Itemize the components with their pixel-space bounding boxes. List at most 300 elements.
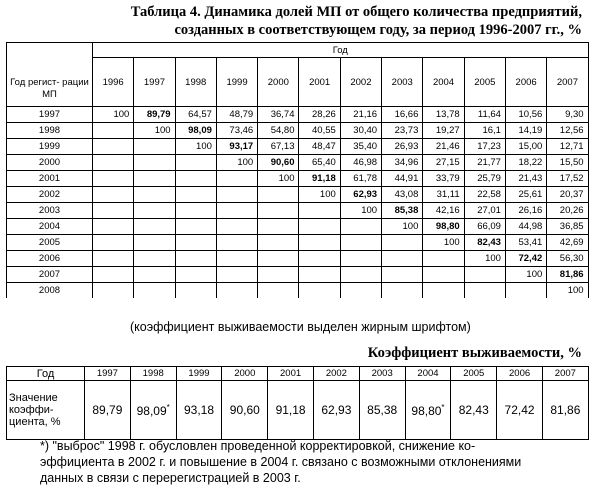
cell-value: 22,58	[477, 189, 501, 200]
footnote-mark: *	[441, 402, 445, 412]
table-cell	[505, 203, 546, 219]
cell-value: 30,40	[353, 125, 378, 136]
table-cell	[134, 107, 175, 123]
table-row	[7, 171, 589, 187]
cell-value: 21,16	[353, 109, 378, 120]
table-cell	[382, 123, 423, 139]
table-cell	[93, 219, 134, 235]
table-cell	[258, 171, 299, 187]
survival-year: 1997	[85, 367, 131, 381]
table-cell	[464, 107, 505, 123]
survival-value-cell	[497, 381, 543, 440]
table-cell	[340, 107, 381, 123]
cell-value: 16,1	[482, 125, 501, 136]
cell-value: 18,22	[518, 157, 543, 168]
footnote-line-1: *) "выброс" 1998 г. обусловлен проведенной корректировкой, снижение ко-	[40, 439, 476, 453]
table-cell	[464, 187, 505, 203]
table-cell	[423, 283, 464, 299]
table-cell	[175, 123, 216, 139]
cell-value: 61,78	[353, 173, 378, 184]
column-header: 2003	[382, 58, 423, 107]
cell-value: 20,37	[559, 189, 584, 200]
cell-value: 23,73	[394, 125, 419, 136]
table-cell	[464, 123, 505, 139]
cell-value: 44,98	[518, 221, 543, 232]
cell-value: 100	[485, 253, 501, 264]
footnote-line-2: эффициента в 2002 г. и повышение в 2004 г. связано с возможными отклонениями	[40, 455, 522, 469]
column-header: 1999	[216, 58, 257, 107]
column-header: 2007	[547, 58, 588, 107]
table-cell	[134, 235, 175, 251]
table-row	[7, 107, 589, 123]
table-cell	[340, 139, 381, 155]
table-cell	[505, 123, 546, 139]
table-cell	[134, 187, 175, 203]
cell-value: 21,46	[435, 141, 460, 152]
table-cell	[216, 219, 257, 235]
table-cell	[216, 267, 257, 283]
table-cell	[299, 235, 340, 251]
column-header: 2005	[464, 58, 505, 107]
table-cell	[505, 171, 546, 187]
table-cell	[134, 219, 175, 235]
row-year: 2002	[7, 187, 93, 203]
row-year: 2006	[7, 251, 93, 267]
table-cell	[258, 219, 299, 235]
survival-value-cell	[542, 381, 588, 440]
survival-value-cell	[313, 381, 359, 440]
corner-label: Год регист- рации МП	[7, 43, 93, 107]
survival-value: 93,18	[183, 403, 214, 417]
survival-value-cell	[405, 381, 451, 440]
table-cell	[547, 235, 588, 251]
survival-year: 2003	[359, 367, 405, 381]
cell-value: 36,85	[559, 221, 584, 232]
survival-year: 1999	[176, 367, 222, 381]
group-header: Год	[93, 43, 589, 58]
cell-value: 67,13	[270, 141, 295, 152]
table-cell	[382, 219, 423, 235]
cell-value: 73,46	[229, 125, 254, 136]
table-cell	[382, 235, 423, 251]
cell-value: 100	[154, 125, 171, 136]
table-cell	[216, 235, 257, 251]
table-cell	[299, 203, 340, 219]
table-cell	[382, 155, 423, 171]
table-cell	[423, 171, 464, 187]
row-year: 2003	[7, 203, 93, 219]
survival-value-cell	[451, 381, 497, 440]
survival-value: 91,18	[275, 403, 306, 417]
cell-value: 10,56	[518, 109, 543, 120]
survival-value: 85,38	[367, 403, 398, 417]
table-cell	[216, 123, 257, 139]
bold-note: (коэффициент выживаемости выделен жирным шрифтом)	[130, 320, 471, 334]
cell-value: 15,00	[518, 141, 543, 152]
column-header: 2000	[258, 58, 299, 107]
table-cell	[175, 219, 216, 235]
table-cell	[258, 251, 299, 267]
table-cell	[505, 139, 546, 155]
table-cell	[299, 139, 340, 155]
survival-year: 2007	[542, 367, 588, 381]
table-cell	[134, 283, 175, 299]
table-cell	[340, 283, 381, 299]
cell-value: 56,30	[559, 253, 584, 264]
table-cell	[340, 171, 381, 187]
survival-value: 72,42	[518, 253, 543, 264]
cell-value: 11,64	[477, 109, 501, 120]
row-year: 1997	[7, 107, 93, 123]
table-cell	[423, 235, 464, 251]
table-cell	[423, 267, 464, 283]
column-header: 2001	[299, 58, 340, 107]
table-cell	[464, 155, 505, 171]
table-cell	[547, 139, 588, 155]
footnote-mark: *	[166, 402, 170, 412]
survival-value: 62,93	[321, 403, 352, 417]
table-cell	[382, 267, 423, 283]
cell-value: 54,80	[270, 125, 295, 136]
survival-value: 82,43	[458, 403, 489, 417]
cell-value: 34,96	[394, 157, 419, 168]
table-cell	[340, 187, 381, 203]
table-cell	[134, 123, 175, 139]
cell-value: 25,79	[477, 173, 501, 184]
table-cell	[464, 283, 505, 299]
row-year: 2000	[7, 155, 93, 171]
cell-value: 12,71	[559, 141, 584, 152]
survival-value: 98,80	[411, 403, 442, 418]
table-cell	[547, 187, 588, 203]
survival-value: 98,80	[435, 221, 460, 232]
table-cell	[134, 267, 175, 283]
column-header: 1998	[175, 58, 216, 107]
table-cell	[505, 219, 546, 235]
table-cell	[216, 203, 257, 219]
table-cell	[216, 139, 257, 155]
survival-value: 90,60	[270, 157, 295, 168]
cell-value: 21,77	[477, 157, 501, 168]
table-cell	[547, 203, 588, 219]
cell-value: 27,01	[477, 205, 501, 216]
table-cell	[547, 219, 588, 235]
column-header: 2004	[423, 58, 464, 107]
table-cell	[93, 251, 134, 267]
table-cell	[175, 251, 216, 267]
table-cell	[423, 107, 464, 123]
table-cell	[216, 187, 257, 203]
cell-value: 16,66	[394, 109, 419, 120]
table-cell	[175, 283, 216, 299]
table-cell	[505, 187, 546, 203]
cell-value: 26,93	[394, 141, 419, 152]
table-cell	[93, 283, 134, 299]
cell-value: 100	[196, 141, 212, 152]
table-cell	[258, 187, 299, 203]
table-cell	[382, 139, 423, 155]
cell-value: 36,74	[270, 109, 295, 120]
table-row	[7, 235, 589, 251]
cell-value: 100	[526, 269, 543, 280]
cell-value: 100	[237, 157, 254, 168]
table-cell	[175, 235, 216, 251]
survival-value: 72,42	[504, 403, 535, 417]
cell-value: 46,98	[353, 157, 378, 168]
survival-value: 98,09	[188, 125, 212, 136]
table-cell	[93, 139, 134, 155]
cell-value: 19,27	[435, 125, 460, 136]
table-cell	[175, 203, 216, 219]
table-row	[7, 219, 589, 235]
survival-value: 85,38	[394, 205, 419, 216]
cell-value: 27,15	[435, 157, 460, 168]
survival-value-cell	[222, 381, 268, 440]
table-cell	[547, 251, 588, 267]
share-dynamics-table	[6, 42, 589, 298]
column-header-row	[7, 58, 589, 107]
table-cell	[423, 155, 464, 171]
cell-value: 48,79	[229, 109, 254, 120]
table-cell	[134, 171, 175, 187]
table-cell	[382, 283, 423, 299]
table-cell	[505, 235, 546, 251]
table-cell	[423, 203, 464, 219]
table-cell	[464, 171, 505, 187]
column-header: 1997	[134, 58, 175, 107]
row-year: 2008	[7, 283, 93, 299]
table-cell	[382, 107, 423, 123]
table-cell	[299, 219, 340, 235]
cell-value: 31,11	[436, 189, 460, 200]
table-cell	[258, 123, 299, 139]
table-cell	[340, 155, 381, 171]
cell-value: 14,19	[518, 125, 543, 136]
table-cell	[175, 139, 216, 155]
table-row	[7, 139, 589, 155]
table-row	[7, 203, 589, 219]
table-cell	[464, 251, 505, 267]
table-cell	[93, 267, 134, 283]
cell-value: 44,91	[394, 173, 419, 184]
row-year: 2005	[7, 235, 93, 251]
cell-value: 100	[443, 237, 460, 248]
column-header: 2006	[505, 58, 546, 107]
survival-year: 2001	[268, 367, 314, 381]
table-cell	[505, 267, 546, 283]
survival-year: 2006	[497, 367, 543, 381]
table-cell	[175, 187, 216, 203]
table-cell	[340, 235, 381, 251]
table-cell	[93, 107, 134, 123]
table-cell	[423, 123, 464, 139]
table-cell	[423, 251, 464, 267]
table-cell	[382, 203, 423, 219]
table-cell	[299, 187, 340, 203]
cell-value: 9,30	[565, 109, 584, 120]
table-cell	[175, 107, 216, 123]
table-cell	[93, 203, 134, 219]
cell-value: 43,08	[394, 189, 419, 200]
cell-value: 33,79	[435, 173, 460, 184]
cell-value: 42,69	[559, 237, 584, 248]
table-row	[7, 267, 589, 283]
row-year: 2004	[7, 219, 93, 235]
table-cell	[340, 219, 381, 235]
table-cell	[547, 267, 588, 283]
table-row	[7, 187, 589, 203]
table-cell	[464, 139, 505, 155]
survival-table	[6, 366, 589, 440]
survival-value: 82,43	[477, 237, 501, 248]
table-cell	[175, 267, 216, 283]
table-cell	[258, 203, 299, 219]
table-cell	[547, 155, 588, 171]
survival-header-row	[7, 367, 589, 381]
table-row	[7, 251, 589, 267]
table-cell	[258, 235, 299, 251]
cell-value: 13,78	[435, 109, 460, 120]
cell-value: 40,55	[312, 125, 336, 136]
survival-value-cell	[359, 381, 405, 440]
table-cell	[258, 107, 299, 123]
table-cell	[93, 171, 134, 187]
survival-value-cell	[268, 381, 314, 440]
table-cell	[258, 267, 299, 283]
table-title-line-2: созданных в соответствующем году, за период 1996-2007 гг., %	[174, 22, 582, 38]
table-cell	[93, 235, 134, 251]
cell-value: 20,26	[559, 205, 584, 216]
survival-year: 2004	[405, 367, 451, 381]
table-cell	[505, 283, 546, 299]
survival-value: 62,93	[353, 189, 378, 200]
table-cell	[382, 187, 423, 203]
table-cell	[423, 219, 464, 235]
cell-value: 28,26	[312, 109, 336, 120]
table-cell	[134, 139, 175, 155]
survival-year: 1998	[130, 367, 176, 381]
column-header: 1996	[93, 58, 134, 107]
table-cell	[547, 123, 588, 139]
table-cell	[547, 283, 588, 299]
cell-value: 15,50	[559, 157, 584, 168]
survival-value: 93,17	[229, 141, 254, 152]
survival-title: Коэффициент выживаемости, %	[367, 345, 582, 361]
table-title-line-1: Таблица 4. Динамика долей МП от общего количества предприятий,	[130, 4, 582, 20]
survival-value: 91,18	[312, 173, 336, 184]
table-cell	[175, 171, 216, 187]
table-cell	[299, 123, 340, 139]
table-cell	[216, 155, 257, 171]
table-cell	[464, 235, 505, 251]
cell-value: 100	[361, 205, 378, 216]
table-cell	[216, 251, 257, 267]
footnote-line-3: данных в связи с перерегистрацией в 2003 г.	[40, 471, 301, 485]
table-cell	[505, 107, 546, 123]
survival-value: 89,79	[146, 109, 171, 120]
table-cell	[258, 139, 299, 155]
table-cell	[423, 187, 464, 203]
table-cell	[340, 251, 381, 267]
table-cell	[547, 107, 588, 123]
table-cell	[299, 155, 340, 171]
row-year: 2007	[7, 267, 93, 283]
cell-value: 100	[402, 221, 419, 232]
survival-year: 2002	[313, 367, 359, 381]
table-cell	[299, 267, 340, 283]
cell-value: 26,16	[518, 205, 543, 216]
cell-value: 100	[113, 109, 130, 120]
cell-value: 42,16	[435, 205, 460, 216]
table-cell	[547, 171, 588, 187]
cell-value: 48,47	[312, 141, 336, 152]
table-cell	[505, 155, 546, 171]
table-row	[7, 283, 589, 299]
table-cell	[216, 107, 257, 123]
survival-year: 2005	[451, 367, 497, 381]
table-cell	[299, 171, 340, 187]
table-cell	[134, 155, 175, 171]
cell-value: 17,23	[477, 141, 501, 152]
cell-value: 17,52	[559, 173, 584, 184]
table-cell	[93, 187, 134, 203]
table-cell	[216, 283, 257, 299]
survival-value-cell	[176, 381, 222, 440]
survival-value-cell	[85, 381, 131, 440]
cell-value: 21,43	[518, 173, 543, 184]
table-cell	[299, 283, 340, 299]
table-cell	[175, 155, 216, 171]
survival-value-label: Значение коэффи- циента, %	[7, 381, 85, 440]
table-row	[7, 123, 589, 139]
cell-value: 100	[278, 173, 295, 184]
survival-value: 98,09	[136, 403, 167, 418]
table-cell	[382, 171, 423, 187]
survival-value: 81,86	[550, 403, 581, 417]
table-cell	[382, 251, 423, 267]
row-year: 2001	[7, 171, 93, 187]
table-cell	[340, 267, 381, 283]
table-cell	[340, 123, 381, 139]
table-cell	[258, 283, 299, 299]
cell-value: 100	[567, 285, 584, 296]
cell-value: 66,09	[477, 221, 501, 232]
table-cell	[216, 171, 257, 187]
cell-value: 35,40	[353, 141, 378, 152]
survival-value: 89,79	[92, 403, 123, 417]
cell-value: 100	[319, 189, 336, 200]
table-cell	[464, 203, 505, 219]
table-cell	[258, 155, 299, 171]
table-cell	[505, 251, 546, 267]
survival-value-row	[7, 381, 589, 440]
cell-value: 64,57	[188, 109, 212, 120]
cell-value: 25,61	[518, 189, 543, 200]
survival-value-cell	[130, 381, 176, 440]
table-cell	[93, 155, 134, 171]
table-cell	[93, 123, 134, 139]
table-cell	[299, 251, 340, 267]
table-cell	[464, 219, 505, 235]
row-year: 1999	[7, 139, 93, 155]
table-row	[7, 155, 589, 171]
row-year: 1998	[7, 123, 93, 139]
table-cell	[423, 139, 464, 155]
survival-year: 2000	[222, 367, 268, 381]
survival-header-label: Год	[7, 367, 85, 381]
table-cell	[134, 203, 175, 219]
table-cell	[299, 107, 340, 123]
